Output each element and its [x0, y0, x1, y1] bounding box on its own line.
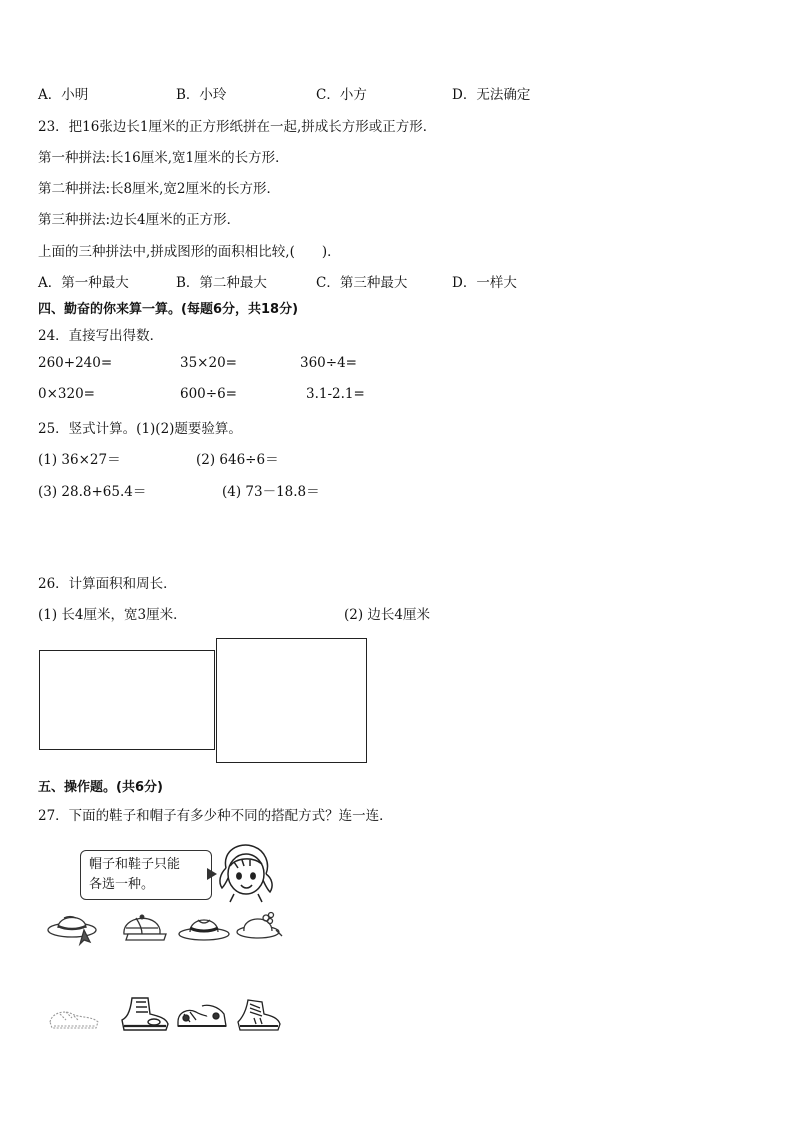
section4-title: 四、勤奋的你来算一算。(每题6分，共18分) — [38, 302, 299, 317]
boot-icon — [116, 994, 172, 1034]
q23-option-c: C．第三种最大 — [316, 275, 408, 291]
q25-item: (2) 646÷6＝ — [196, 452, 279, 468]
q24-item: 260+240= — [38, 355, 113, 371]
q24-item: 3.1-2.1= — [306, 386, 365, 402]
q22-option-d: D．无法确定 — [452, 87, 531, 103]
q23-question: 上面的三种拼法中,拼成图形的面积相比较,( )． — [38, 244, 341, 260]
q22-option-a: A．小明 — [38, 87, 89, 103]
q24-item: 35×20= — [180, 355, 237, 371]
q24-item: 360÷4= — [300, 355, 357, 371]
bubble-line1: 帽子和鞋子只能 — [89, 857, 181, 872]
q26-stem: 26．计算面积和周长． — [38, 576, 177, 592]
q23-line3: 第三种拼法:边长4厘米的正方形． — [38, 212, 241, 228]
square-figure — [216, 638, 367, 763]
q23-line2: 第二种拼法:长8厘米,宽2厘米的长方形． — [38, 181, 281, 197]
q25-item: (1) 36×27＝ — [38, 452, 121, 468]
q25-stem: 25．竖式计算。(1)(2)题要验算。 — [38, 421, 242, 437]
rectangle-figure — [39, 650, 215, 750]
q23-option-a: A．第一种最大 — [38, 275, 129, 291]
fedora-hat-icon — [176, 910, 232, 944]
q25-item: (4) 73－18.8＝ — [222, 484, 320, 500]
sneaker-icon — [46, 1002, 102, 1032]
bubble-line2: 各选一种。 — [89, 877, 155, 892]
sandal-icon — [174, 996, 230, 1032]
q23-option-d: D．一样大 — [452, 275, 517, 291]
q24-item: 600÷6= — [180, 386, 237, 402]
hat-icon — [44, 906, 104, 946]
flower-hat-icon — [234, 904, 286, 944]
q22-option-c: C．小方 — [316, 87, 367, 103]
speech-bubble — [80, 850, 212, 900]
q25-item: (3) 28.8+65.4＝ — [38, 484, 147, 500]
q27-stem: 27．下面的鞋子和帽子有多少种不同的搭配方式？连一连． — [38, 808, 393, 824]
q24-stem: 24．直接写出得数． — [38, 328, 164, 344]
cap-icon — [118, 908, 170, 944]
q23-stem: 23．把16张边长1厘米的正方形纸拼在一起,拼成长方形或正方形． — [38, 119, 437, 135]
high-top-shoe-icon — [234, 996, 284, 1034]
section5-title: 五、操作题。(共6分) — [38, 780, 163, 795]
q24-item: 0×320= — [38, 386, 95, 402]
girl-icon — [212, 838, 282, 904]
q26-part1: (1) 长4厘米，宽3厘米． — [38, 607, 187, 623]
q23-line1: 第一种拼法:长16厘米,宽1厘米的长方形． — [38, 150, 289, 166]
q22-option-b: B．小玲 — [176, 87, 227, 103]
q23-option-b: B．第二种最大 — [176, 275, 267, 291]
q26-part2: (2) 边长4厘米 — [344, 607, 431, 623]
